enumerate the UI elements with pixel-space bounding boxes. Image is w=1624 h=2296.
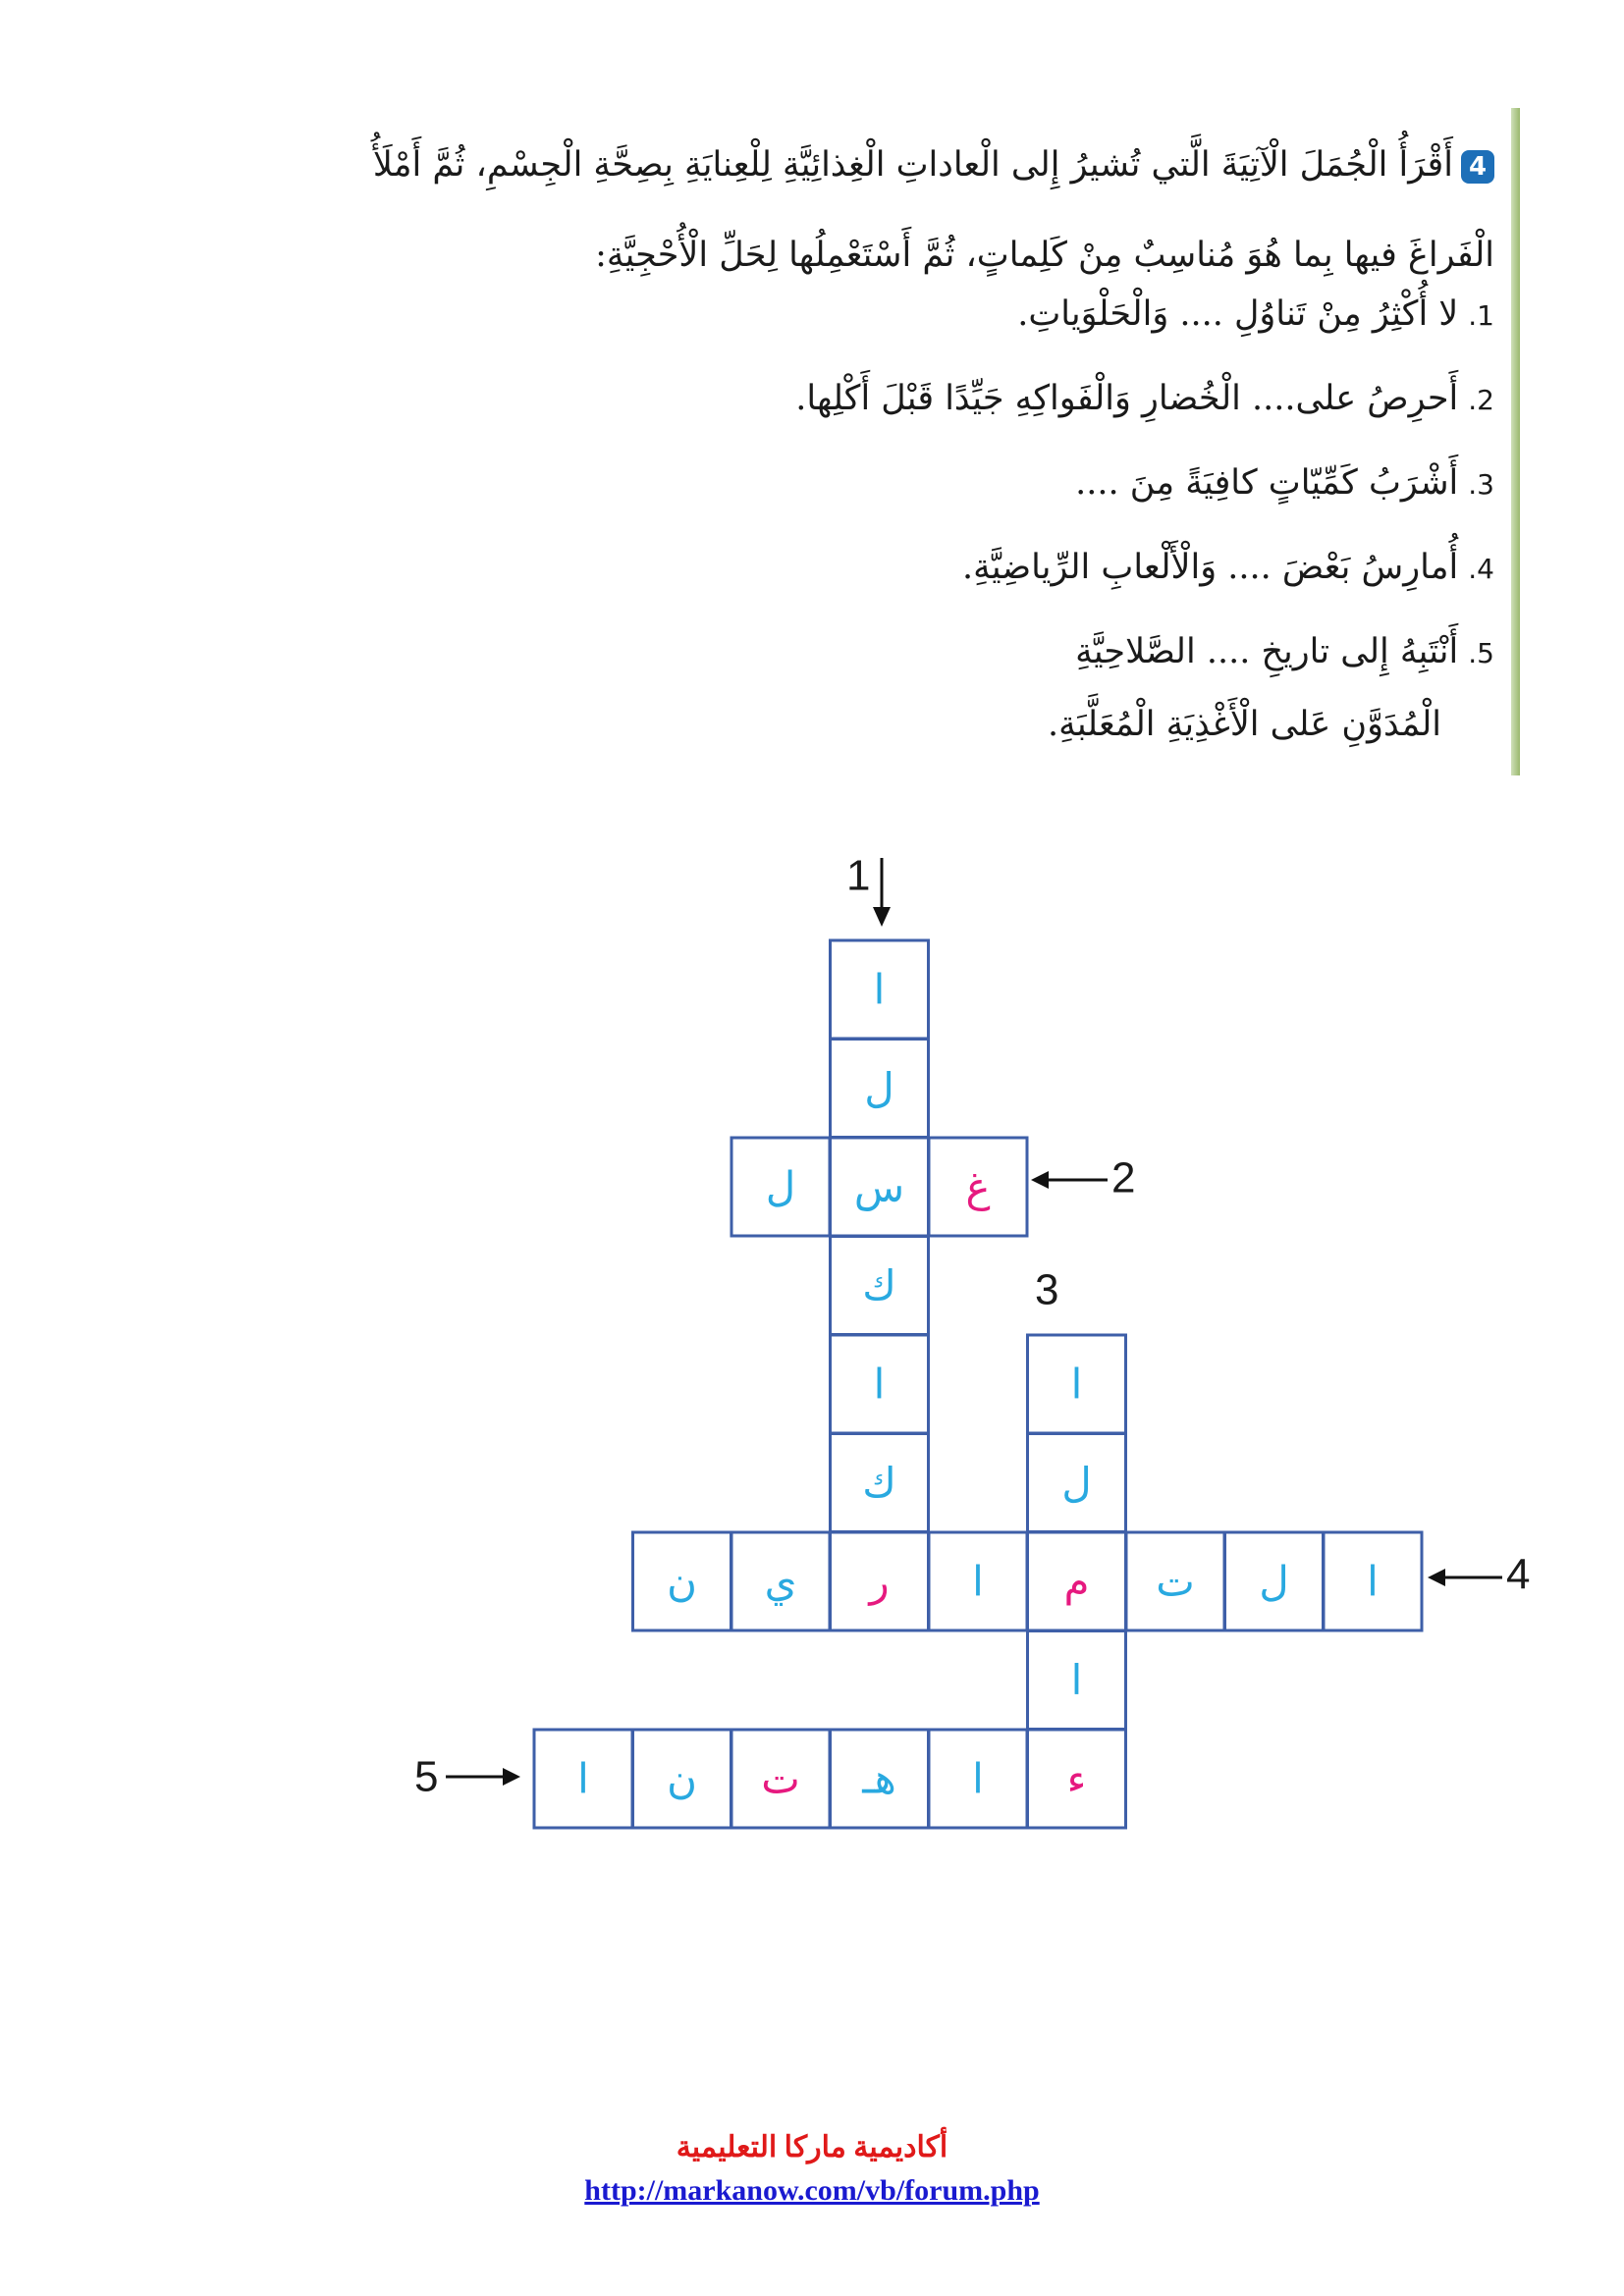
- crossword-cell: [929, 1730, 1027, 1828]
- sentence-text: لا أُكْثِرُ مِنْ تَناوُلِ .... وَالْحَلْوَياتِ.: [1017, 294, 1459, 334]
- cell-letter: ل: [1061, 1459, 1092, 1507]
- cell-letter: ا: [873, 965, 886, 1014]
- cell-letter: ل: [1259, 1557, 1289, 1606]
- cell-letter: ن: [667, 1557, 697, 1606]
- clue-5-arrowhead: [503, 1768, 520, 1786]
- sentence-text: أَنْتَبِهُ إِلى تاريخِ .... الصَّلاحِيَّةِ: [1075, 632, 1459, 671]
- clue-number-4: 4: [1506, 1550, 1531, 1599]
- crossword-cell: [1028, 1631, 1126, 1730]
- cell-letter: ت: [761, 1754, 800, 1803]
- crossword-cell: [831, 1434, 929, 1532]
- crossword-cell: [929, 1138, 1027, 1236]
- crossword-cell: [731, 1730, 830, 1828]
- cell-letter: ا: [873, 1360, 886, 1409]
- clue-number-1: 1: [846, 851, 871, 900]
- crossword-cell: [831, 1040, 929, 1138]
- cell-letter: غ: [965, 1162, 991, 1211]
- cell-letter: هـ: [862, 1754, 896, 1803]
- crossword-cell: [831, 1730, 929, 1828]
- forum-link[interactable]: http://markanow.com/vb/forum.php: [584, 2174, 1040, 2207]
- crossword-cell: [831, 1335, 929, 1433]
- cell-letter: ل: [765, 1162, 796, 1211]
- clue-2-arrowhead: [1031, 1171, 1049, 1189]
- sentence-text: الْمُدَوَّنِ عَلى الْأَغْذِيَةِ الْمُعَلَّبَةِ.: [1047, 705, 1441, 744]
- crossword-cell: [1126, 1532, 1224, 1630]
- footer: [0, 2126, 1624, 2213]
- cell-letter: ل: [864, 1064, 894, 1112]
- cell-letter: ء: [1066, 1754, 1087, 1803]
- cell-letter: ا: [1367, 1557, 1379, 1606]
- academy-name: أكاديمية ماركا التعليمية: [676, 2131, 948, 2163]
- exercise-number-badge: 4: [1461, 150, 1494, 184]
- cell-letter: ا: [1070, 1360, 1083, 1409]
- sentence-number: 3.: [1468, 468, 1494, 501]
- cell-letter: ا: [972, 1557, 984, 1606]
- cell-letter: ك: [862, 1459, 896, 1507]
- crossword-cell: [534, 1730, 632, 1828]
- crossword-grid: [534, 940, 1422, 1828]
- sentence-number: 2.: [1468, 384, 1494, 416]
- clue-number-2: 2: [1111, 1153, 1136, 1202]
- crossword-cell: [929, 1532, 1027, 1630]
- cell-letter: ا: [1070, 1656, 1083, 1704]
- crossword-cell: [831, 1532, 929, 1630]
- cell-letter: ك: [862, 1261, 896, 1309]
- cell-letter: م: [1063, 1557, 1090, 1606]
- crossword-cell: [633, 1532, 731, 1630]
- clue-number-3: 3: [1035, 1265, 1059, 1314]
- cell-letter: ا: [577, 1754, 589, 1803]
- sentence-number: 5.: [1468, 637, 1494, 669]
- cell-letter: ا: [972, 1754, 984, 1803]
- crossword-cell: [1028, 1434, 1126, 1532]
- clue-1-arrowhead: [873, 907, 891, 927]
- sentence-number: 4.: [1468, 553, 1494, 585]
- crossword-cell: [831, 1138, 929, 1236]
- cell-letter: ر: [869, 1557, 890, 1606]
- cell-letter: ت: [1156, 1557, 1195, 1606]
- crossword-cell: [1225, 1532, 1324, 1630]
- crossword-cell: [1028, 1730, 1126, 1828]
- crossword-cell: [731, 1532, 830, 1630]
- cell-letter: ي: [764, 1557, 797, 1606]
- crossword-cell: [831, 1237, 929, 1335]
- crossword-cell: [1028, 1335, 1126, 1433]
- sentence-text: أَحرِصُ على.... الْخُضارِ وَالْفَواكِهِ جَيِّدًا قَبْلَ أَكْلِها.: [795, 379, 1459, 418]
- clue-4-arrowhead: [1428, 1569, 1445, 1586]
- crossword-cell: [1028, 1532, 1126, 1630]
- sentence-text: أُمارِسُ بَعْضَ .... وَالْأَلْعابِ الرِّياضِيَّةِ.: [961, 548, 1459, 587]
- clue-number-5: 5: [414, 1752, 439, 1801]
- crossword-cell: [633, 1730, 731, 1828]
- instruction-text: أَقْرَأُ الْجُمَلَ الْآتِيَةَ الَّتي تُشيرُ إِلى الْعاداتِ الْغِذائِيَّةِ لِلْعِنايَةِ بِصِحَّةِ الْجِسْمِ، ثُمَّ أَمْلَأُ الْفَراغَ فيها بِما هُوَ مُناسِبٌ مِنْ كَلِماتٍ، ثُمَّ أَسْتَعْمِلُها لِحَلِّ الْأُحْجِيَّةِ:: [372, 145, 1494, 275]
- sentence-text: أَشْرَبُ كَمِّيّاتٍ كافِيَةً مِنَ ....: [1075, 463, 1459, 503]
- cell-letter: س: [853, 1162, 905, 1211]
- cell-letter: ن: [667, 1754, 697, 1803]
- crossword-cell: [1324, 1532, 1422, 1630]
- crossword-cell: [731, 1138, 830, 1236]
- crossword-cell: [831, 940, 929, 1039]
- sentence-number: 1.: [1468, 299, 1494, 332]
